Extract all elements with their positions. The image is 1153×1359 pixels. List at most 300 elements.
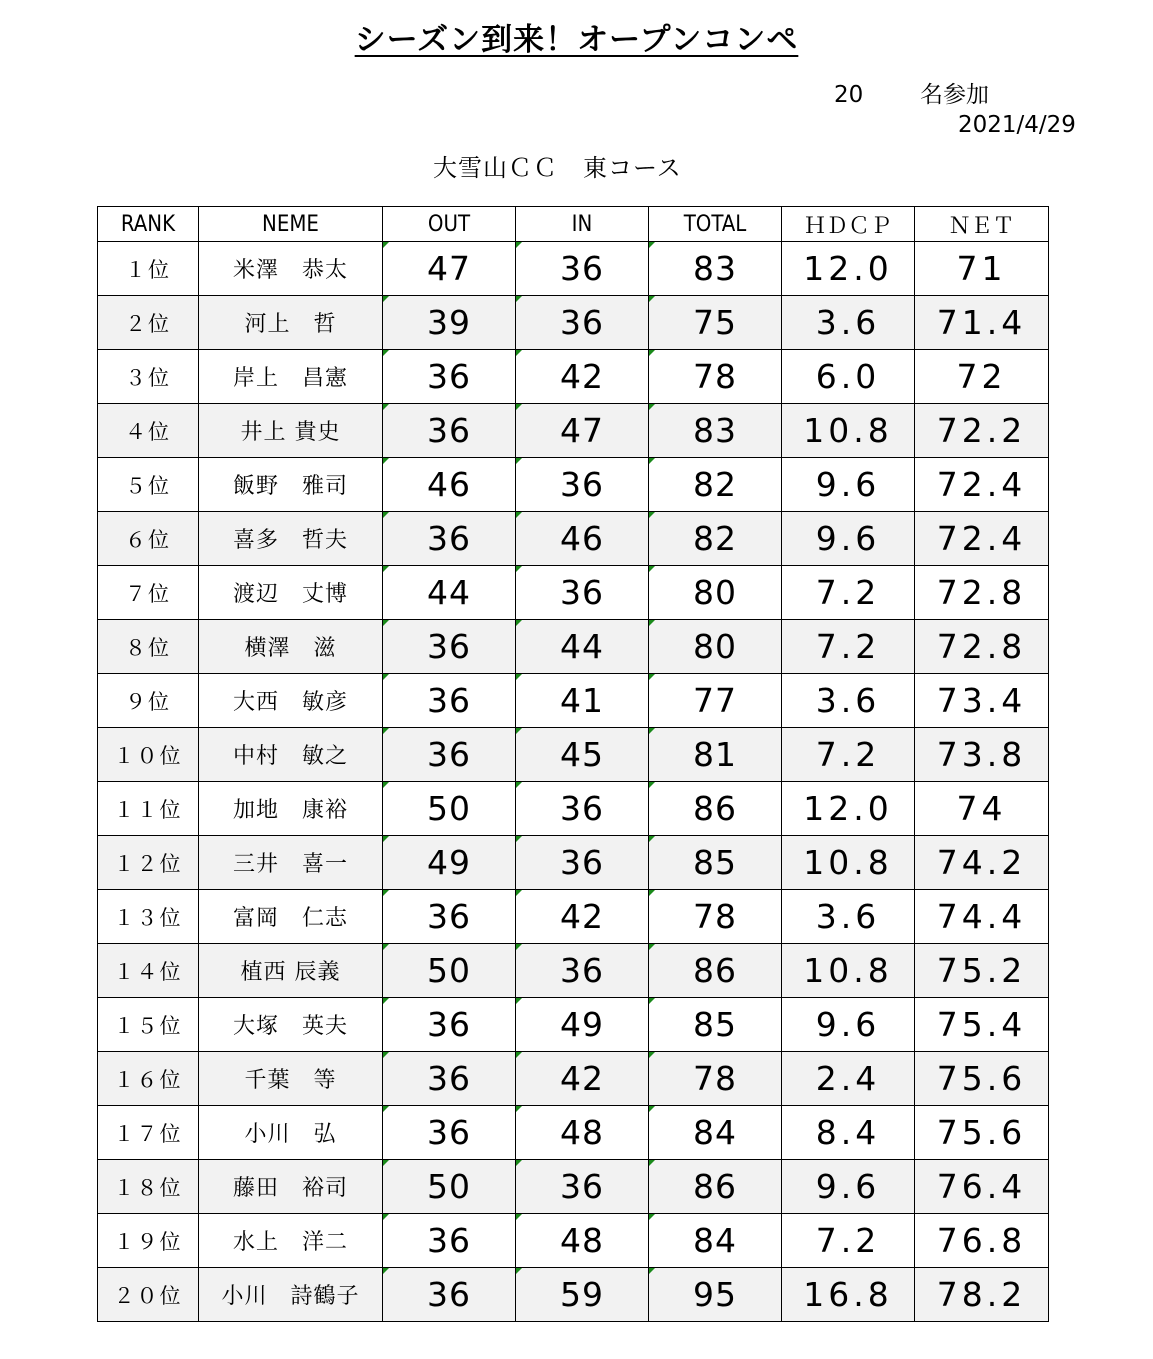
total-score-cell <box>649 890 782 944</box>
header-in: IN <box>516 207 649 242</box>
net-score-cell <box>915 728 1049 782</box>
rank-cell <box>98 836 199 890</box>
hdcp-cell <box>782 566 915 620</box>
cell-value: 73.4 <box>936 681 1027 720</box>
cell-value: 36 <box>427 627 471 666</box>
player-name-cell <box>199 836 383 890</box>
rank-cell <box>98 944 199 998</box>
cell-marker <box>383 566 389 572</box>
net-score-cell <box>915 350 1049 404</box>
cell-value: ２位 <box>125 311 171 336</box>
cell-marker <box>516 242 522 248</box>
hdcp-cell <box>782 674 915 728</box>
cell-value: ２０位 <box>113 1283 183 1308</box>
cell-value: 48 <box>560 1221 604 1260</box>
cell-marker <box>649 890 655 896</box>
cell-value: 39 <box>427 303 471 342</box>
cell-marker <box>383 242 389 248</box>
player-name-cell <box>199 782 383 836</box>
cell-value: 渡辺 丈博 <box>232 582 348 607</box>
cell-value: 36 <box>427 1113 471 1152</box>
cell-value: 47 <box>560 411 604 450</box>
cell-value: １７位 <box>113 1121 183 1146</box>
cell-value: 86 <box>693 951 737 990</box>
hdcp-cell <box>782 1214 915 1268</box>
cell-value: 飯野 雅司 <box>232 474 348 499</box>
player-name-cell <box>199 1160 383 1214</box>
hdcp-cell <box>782 1268 915 1322</box>
in-score-cell <box>516 1052 649 1106</box>
cell-marker <box>649 1160 655 1166</box>
cell-value: 36 <box>427 681 471 720</box>
cell-value: 75.6 <box>936 1059 1027 1098</box>
cell-value: 富岡 仁志 <box>232 906 348 931</box>
cell-value: 36 <box>427 1059 471 1098</box>
hdcp-cell <box>782 890 915 944</box>
total-score-cell <box>649 728 782 782</box>
cell-value: 横澤 滋 <box>244 636 337 661</box>
total-score-cell <box>649 458 782 512</box>
net-score-cell <box>915 512 1049 566</box>
hdcp-cell <box>782 404 915 458</box>
cell-marker <box>516 512 522 518</box>
in-score-cell <box>516 350 649 404</box>
total-score-cell <box>649 620 782 674</box>
participant-label: 名参加 <box>920 82 989 108</box>
player-name-cell <box>199 674 383 728</box>
cell-value: 85 <box>693 1005 737 1044</box>
table-row <box>98 350 1049 404</box>
cell-value: 73.8 <box>936 735 1027 774</box>
hdcp-cell <box>782 296 915 350</box>
header-hdcp: ＨＤＣＰ <box>782 207 915 242</box>
cell-value: 9.6 <box>815 519 881 558</box>
cell-marker <box>383 1160 389 1166</box>
cell-marker <box>383 512 389 518</box>
table-row <box>98 1160 1049 1214</box>
cell-value: 44 <box>560 627 604 666</box>
table-row <box>98 242 1049 296</box>
cell-value: 83 <box>693 249 737 288</box>
cell-value: 千葉 等 <box>244 1068 337 1093</box>
rank-cell <box>98 1268 199 1322</box>
cell-value: 72 <box>956 357 1007 396</box>
cell-value: 48 <box>560 1113 604 1152</box>
cell-value: 78.2 <box>936 1275 1027 1314</box>
cell-marker <box>649 512 655 518</box>
cell-value: 72.8 <box>936 573 1027 612</box>
header-net: ＮＥＴ <box>915 207 1049 242</box>
out-score-cell <box>383 512 516 566</box>
cell-value: 45 <box>560 735 604 774</box>
out-score-cell <box>383 1214 516 1268</box>
cell-marker <box>383 890 389 896</box>
cell-marker <box>649 674 655 680</box>
rank-cell <box>98 1106 199 1160</box>
cell-value: 74.4 <box>936 897 1027 936</box>
net-score-cell <box>915 1268 1049 1322</box>
cell-marker <box>516 998 522 1004</box>
cell-value: ７位 <box>125 581 171 606</box>
cell-marker <box>383 296 389 302</box>
header-name: NEME <box>199 207 383 242</box>
player-name-cell <box>199 566 383 620</box>
hdcp-cell <box>782 350 915 404</box>
total-score-cell <box>649 944 782 998</box>
cell-value: 36 <box>427 735 471 774</box>
net-score-cell <box>915 1160 1049 1214</box>
table-row <box>98 1214 1049 1268</box>
header-out: OUT <box>383 207 516 242</box>
total-score-cell <box>649 350 782 404</box>
hdcp-cell <box>782 782 915 836</box>
cell-marker <box>516 674 522 680</box>
cell-value: 82 <box>693 519 737 558</box>
cell-value: 岸上 昌憲 <box>232 366 348 391</box>
in-score-cell <box>516 1160 649 1214</box>
net-score-cell <box>915 1106 1049 1160</box>
cell-value: 74.2 <box>936 843 1027 882</box>
hdcp-cell <box>782 1160 915 1214</box>
cell-value: 7.2 <box>815 1221 881 1260</box>
hdcp-cell <box>782 458 915 512</box>
in-score-cell <box>516 1214 649 1268</box>
cell-marker <box>516 404 522 410</box>
table-row <box>98 674 1049 728</box>
in-score-cell <box>516 1268 649 1322</box>
cell-value: 8.4 <box>815 1113 881 1152</box>
table-row <box>98 458 1049 512</box>
in-score-cell <box>516 1106 649 1160</box>
cell-marker <box>649 296 655 302</box>
total-score-cell <box>649 1214 782 1268</box>
course-name: 大雪山ＣＣ 東コース <box>433 154 682 182</box>
hdcp-cell <box>782 1106 915 1160</box>
cell-value: 42 <box>560 1059 604 1098</box>
participant-number: 20 <box>834 82 864 108</box>
out-score-cell <box>383 1160 516 1214</box>
cell-marker <box>649 404 655 410</box>
cell-value: 9.6 <box>815 1167 881 1206</box>
cell-value: １位 <box>125 257 171 282</box>
in-score-cell <box>516 674 649 728</box>
total-score-cell <box>649 1160 782 1214</box>
out-score-cell <box>383 674 516 728</box>
player-name-cell <box>199 1214 383 1268</box>
cell-marker <box>516 1052 522 1058</box>
cell-value: １０位 <box>113 743 183 768</box>
table-row <box>98 836 1049 890</box>
cell-marker <box>383 620 389 626</box>
total-score-cell <box>649 998 782 1052</box>
cell-marker <box>383 836 389 842</box>
cell-value: 36 <box>427 411 471 450</box>
cell-value: 36 <box>427 357 471 396</box>
cell-marker <box>649 944 655 950</box>
cell-value: 7.2 <box>815 627 881 666</box>
in-score-cell <box>516 404 649 458</box>
out-score-cell <box>383 782 516 836</box>
cell-value: 10.8 <box>803 411 893 450</box>
cell-marker <box>516 1106 522 1112</box>
cell-marker <box>516 566 522 572</box>
rank-cell <box>98 1214 199 1268</box>
player-name-cell <box>199 728 383 782</box>
cell-value: 16.8 <box>803 1275 893 1314</box>
table-row <box>98 404 1049 458</box>
cell-value: 井上 貴史 <box>240 420 341 445</box>
cell-marker <box>649 566 655 572</box>
cell-value: ４位 <box>125 419 171 444</box>
cell-value: 41 <box>560 681 604 720</box>
cell-marker <box>516 782 522 788</box>
player-name-cell <box>199 512 383 566</box>
cell-value: 72.4 <box>936 465 1027 504</box>
in-score-cell <box>516 242 649 296</box>
cell-value: 水上 洋二 <box>232 1230 348 1255</box>
cell-value: 喜多 哲夫 <box>232 528 348 553</box>
cell-value: 36 <box>427 897 471 936</box>
cell-value: 86 <box>693 789 737 828</box>
cell-value: 12.0 <box>803 789 893 828</box>
cell-value: １５位 <box>113 1013 183 1038</box>
cell-value: 36 <box>560 843 604 882</box>
out-score-cell <box>383 620 516 674</box>
out-score-cell <box>383 1052 516 1106</box>
cell-value: 36 <box>560 573 604 612</box>
total-score-cell <box>649 566 782 620</box>
rank-cell <box>98 566 199 620</box>
cell-value: 42 <box>560 897 604 936</box>
net-score-cell <box>915 674 1049 728</box>
out-score-cell <box>383 350 516 404</box>
cell-value: １９位 <box>113 1229 183 1254</box>
net-score-cell <box>915 458 1049 512</box>
player-name-cell <box>199 404 383 458</box>
cell-value: 78 <box>693 897 737 936</box>
cell-value: １４位 <box>113 959 183 984</box>
out-score-cell <box>383 566 516 620</box>
cell-value: 12.0 <box>803 249 893 288</box>
total-score-cell <box>649 1052 782 1106</box>
cell-marker <box>649 350 655 356</box>
cell-value: 3.6 <box>815 303 881 342</box>
net-score-cell <box>915 782 1049 836</box>
player-name-cell <box>199 350 383 404</box>
in-score-cell <box>516 782 649 836</box>
table-row <box>98 782 1049 836</box>
cell-value: 9.6 <box>815 465 881 504</box>
total-score-cell <box>649 512 782 566</box>
player-name-cell <box>199 620 383 674</box>
cell-value: 74 <box>956 789 1007 828</box>
cell-marker <box>383 1106 389 1112</box>
cell-value: 2.4 <box>815 1059 881 1098</box>
rank-cell <box>98 890 199 944</box>
cell-value: 大西 敏彦 <box>232 690 348 715</box>
cell-value: 47 <box>427 249 471 288</box>
cell-marker <box>383 350 389 356</box>
results-body <box>98 242 1049 1322</box>
table-row <box>98 296 1049 350</box>
rank-cell <box>98 296 199 350</box>
cell-value: 50 <box>427 789 471 828</box>
cell-value: 36 <box>560 465 604 504</box>
total-score-cell <box>649 674 782 728</box>
cell-marker <box>516 944 522 950</box>
total-score-cell <box>649 1106 782 1160</box>
hdcp-cell <box>782 512 915 566</box>
cell-marker <box>649 728 655 734</box>
player-name-cell <box>199 1106 383 1160</box>
rank-cell <box>98 728 199 782</box>
cell-marker <box>383 782 389 788</box>
rank-cell <box>98 782 199 836</box>
net-score-cell <box>915 566 1049 620</box>
cell-value: 三井 喜一 <box>232 852 348 877</box>
cell-value: 植西 辰義 <box>240 960 341 985</box>
cell-marker <box>516 1160 522 1166</box>
rank-cell <box>98 998 199 1052</box>
rank-cell <box>98 350 199 404</box>
in-score-cell <box>516 998 649 1052</box>
cell-marker <box>383 1214 389 1220</box>
hdcp-cell <box>782 242 915 296</box>
net-score-cell <box>915 944 1049 998</box>
cell-marker <box>516 1268 522 1274</box>
table-row <box>98 944 1049 998</box>
table-row <box>98 512 1049 566</box>
cell-marker <box>649 1214 655 1220</box>
cell-marker <box>383 674 389 680</box>
net-score-cell <box>915 836 1049 890</box>
cell-marker <box>649 998 655 1004</box>
out-score-cell <box>383 836 516 890</box>
cell-value: ５位 <box>125 473 171 498</box>
cell-marker <box>383 1052 389 1058</box>
cell-value: ９位 <box>125 689 171 714</box>
cell-value: １１位 <box>113 797 183 822</box>
cell-value: 小川 弘 <box>244 1122 337 1147</box>
cell-marker <box>383 458 389 464</box>
cell-value: 河上 哲 <box>244 312 337 337</box>
cell-marker <box>516 890 522 896</box>
player-name-cell <box>199 1268 383 1322</box>
hdcp-cell <box>782 620 915 674</box>
cell-value: 78 <box>693 357 737 396</box>
cell-marker <box>649 782 655 788</box>
cell-value: 76.4 <box>936 1167 1027 1206</box>
hdcp-cell <box>782 836 915 890</box>
cell-value: 72.2 <box>936 411 1027 450</box>
hdcp-cell <box>782 1052 915 1106</box>
rank-cell <box>98 242 199 296</box>
rank-cell <box>98 404 199 458</box>
hdcp-cell <box>782 998 915 1052</box>
cell-value: 75.2 <box>936 951 1027 990</box>
cell-value: 36 <box>560 303 604 342</box>
cell-value: 9.6 <box>815 1005 881 1044</box>
in-score-cell <box>516 620 649 674</box>
net-score-cell <box>915 890 1049 944</box>
total-score-cell <box>649 782 782 836</box>
table-row <box>98 728 1049 782</box>
cell-value: 藤田 裕司 <box>232 1176 348 1201</box>
cell-marker <box>383 944 389 950</box>
cell-value: 46 <box>427 465 471 504</box>
cell-value: 80 <box>693 573 737 612</box>
out-score-cell <box>383 890 516 944</box>
cell-marker <box>516 728 522 734</box>
cell-value: 84 <box>693 1113 737 1152</box>
net-score-cell <box>915 296 1049 350</box>
table-row <box>98 620 1049 674</box>
cell-value: 85 <box>693 843 737 882</box>
table-row <box>98 1106 1049 1160</box>
net-score-cell <box>915 620 1049 674</box>
cell-marker <box>649 836 655 842</box>
in-score-cell <box>516 728 649 782</box>
cell-value: 10.8 <box>803 843 893 882</box>
cell-value: 42 <box>560 357 604 396</box>
cell-value: ３位 <box>125 365 171 390</box>
cell-value: 7.2 <box>815 735 881 774</box>
cell-value: 大塚 英夫 <box>232 1014 348 1039</box>
cell-marker <box>516 836 522 842</box>
cell-value: 中村 敏之 <box>232 744 348 769</box>
in-score-cell <box>516 566 649 620</box>
cell-value: 36 <box>427 1221 471 1260</box>
cell-value: 80 <box>693 627 737 666</box>
in-score-cell <box>516 836 649 890</box>
player-name-cell <box>199 242 383 296</box>
cell-marker <box>649 1268 655 1274</box>
cell-marker <box>516 296 522 302</box>
cell-value: 46 <box>560 519 604 558</box>
cell-value: 10.8 <box>803 951 893 990</box>
cell-value: 米澤 恭太 <box>232 258 348 283</box>
rank-cell <box>98 620 199 674</box>
cell-value: 加地 康裕 <box>232 798 348 823</box>
cell-value: 82 <box>693 465 737 504</box>
out-score-cell <box>383 728 516 782</box>
out-score-cell <box>383 1106 516 1160</box>
cell-marker <box>516 458 522 464</box>
page-title <box>0 14 1153 59</box>
cell-value: 44 <box>427 573 471 612</box>
cell-value: １３位 <box>113 905 183 930</box>
cell-value: 75.6 <box>936 1113 1027 1152</box>
total-score-cell <box>649 1268 782 1322</box>
player-name-cell <box>199 296 383 350</box>
cell-marker <box>649 1052 655 1058</box>
cell-marker <box>383 728 389 734</box>
cell-value: 6.0 <box>815 357 881 396</box>
cell-value: 36 <box>560 789 604 828</box>
cell-marker <box>383 998 389 1004</box>
table-row <box>98 1052 1049 1106</box>
out-score-cell <box>383 458 516 512</box>
cell-value: 75 <box>693 303 737 342</box>
cell-marker <box>516 620 522 626</box>
results-table <box>97 206 1049 1322</box>
rank-cell <box>98 1160 199 1214</box>
cell-value: 75.4 <box>936 1005 1027 1044</box>
cell-marker <box>649 458 655 464</box>
cell-value: 77 <box>693 681 737 720</box>
cell-marker <box>649 620 655 626</box>
out-score-cell <box>383 1268 516 1322</box>
